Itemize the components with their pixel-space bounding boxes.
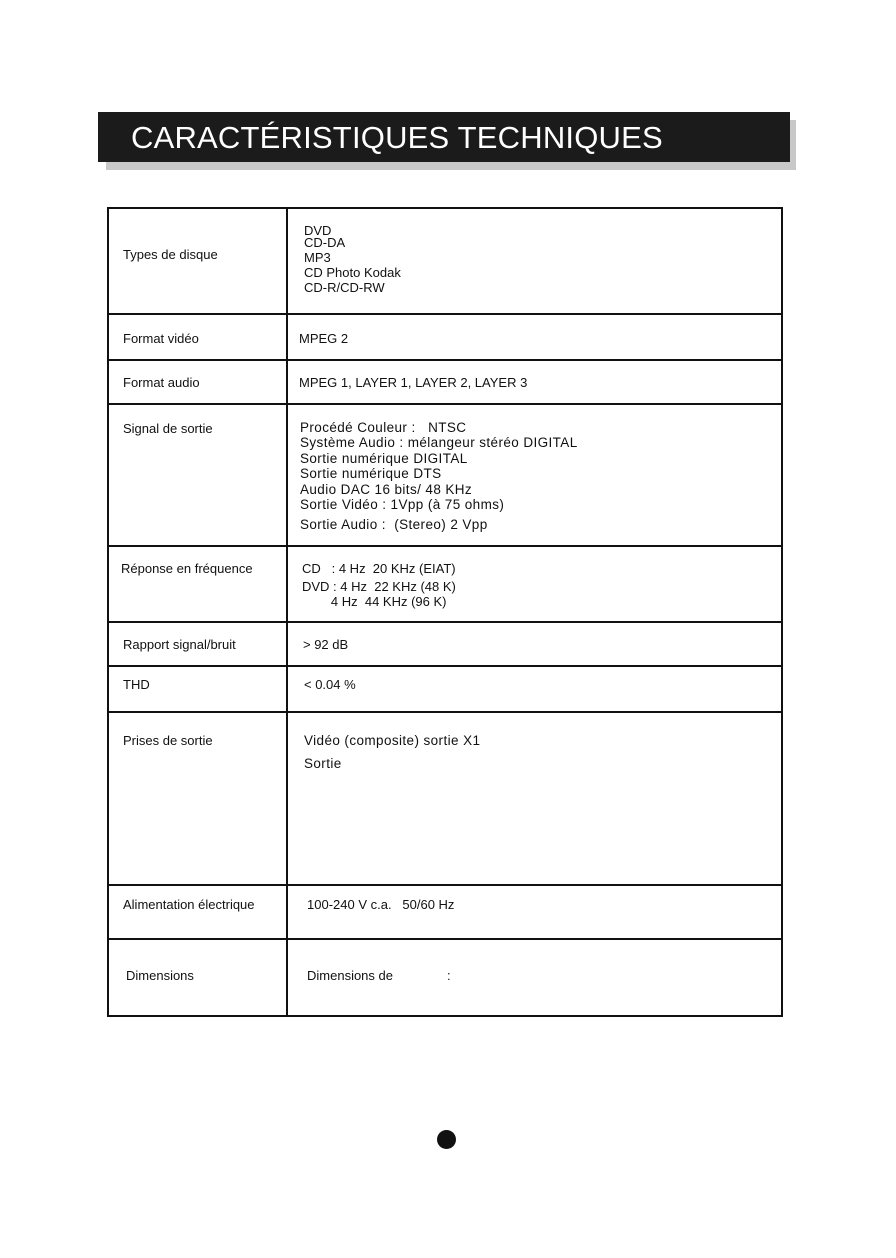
frequency-response-value: CD : 4 Hz 20 KHz (EIAT) <box>302 561 456 576</box>
row-divider <box>109 665 781 667</box>
power-supply-value: 100-240 V c.a. 50/60 Hz <box>307 897 455 912</box>
snr-value: > 92 dB <box>303 637 349 652</box>
row-label-video-format: Format vidéo <box>123 331 199 346</box>
frequency-response-value: DVD : 4 Hz 22 KHz (48 K) <box>302 579 456 594</box>
output-signal-value: Sortie Vidéo : 1Vpp (à 75 ohms) <box>300 497 505 512</box>
frequency-response-value: 4 Hz 44 KHz (96 K) <box>302 594 447 609</box>
row-label-disc-types: Types de disque <box>123 247 218 262</box>
row-label-audio-format: Format audio <box>123 375 200 390</box>
output-jacks-value: Sortie <box>304 756 342 771</box>
thd-value: < 0.04 % <box>304 677 356 692</box>
audio-format-value: MPEG 1, LAYER 1, LAYER 2, LAYER 3 <box>299 375 528 390</box>
row-label-power-supply: Alimentation électrique <box>123 897 255 912</box>
output-signal-value: Sortie numérique DIGITAL <box>300 451 468 466</box>
row-divider <box>109 621 781 623</box>
disc-type-value: CD Photo Kodak <box>304 265 401 280</box>
column-divider <box>286 209 288 1015</box>
row-divider <box>109 711 781 713</box>
row-label-output-signal: Signal de sortie <box>123 421 213 436</box>
output-signal-value: Audio DAC 16 bits/ 48 KHz <box>300 482 473 497</box>
row-divider <box>109 359 781 361</box>
row-divider <box>109 884 781 886</box>
page-title: CARACTÉRISTIQUES TECHNIQUES <box>98 112 790 162</box>
row-label-thd: THD <box>123 677 150 692</box>
dimensions-value: Dimensions de <box>307 968 393 983</box>
row-label-frequency-response: Réponse en fréquence <box>121 561 253 576</box>
row-label-output-jacks: Prises de sortie <box>123 733 213 748</box>
row-divider <box>109 938 781 940</box>
row-divider <box>109 403 781 405</box>
disc-type-value: CD-R/CD-RW <box>304 280 385 295</box>
output-signal-value: Procédé Couleur : NTSC <box>300 420 467 435</box>
row-label-snr: Rapport signal/bruit <box>123 637 236 652</box>
output-signal-value: Système Audio : mélangeur stéréo DIGITAL <box>300 435 578 450</box>
video-format-value: MPEG 2 <box>299 331 349 346</box>
disc-type-value: CD-DA <box>304 235 346 250</box>
row-divider <box>109 545 781 547</box>
dimensions-colon: : <box>447 968 451 983</box>
output-signal-value: Sortie numérique DTS <box>300 466 442 481</box>
disc-type-value: DVD <box>304 223 332 238</box>
disc-type-value: MP3 <box>304 250 331 265</box>
page-marker-dot <box>437 1130 456 1149</box>
row-divider <box>109 313 781 315</box>
output-signal-value: Sortie Audio : (Stereo) 2 Vpp <box>300 517 488 532</box>
row-label-dimensions: Dimensions <box>126 968 194 983</box>
spec-table <box>107 207 783 1017</box>
output-jacks-value: Vidéo (composite) sortie X1 <box>304 733 481 748</box>
